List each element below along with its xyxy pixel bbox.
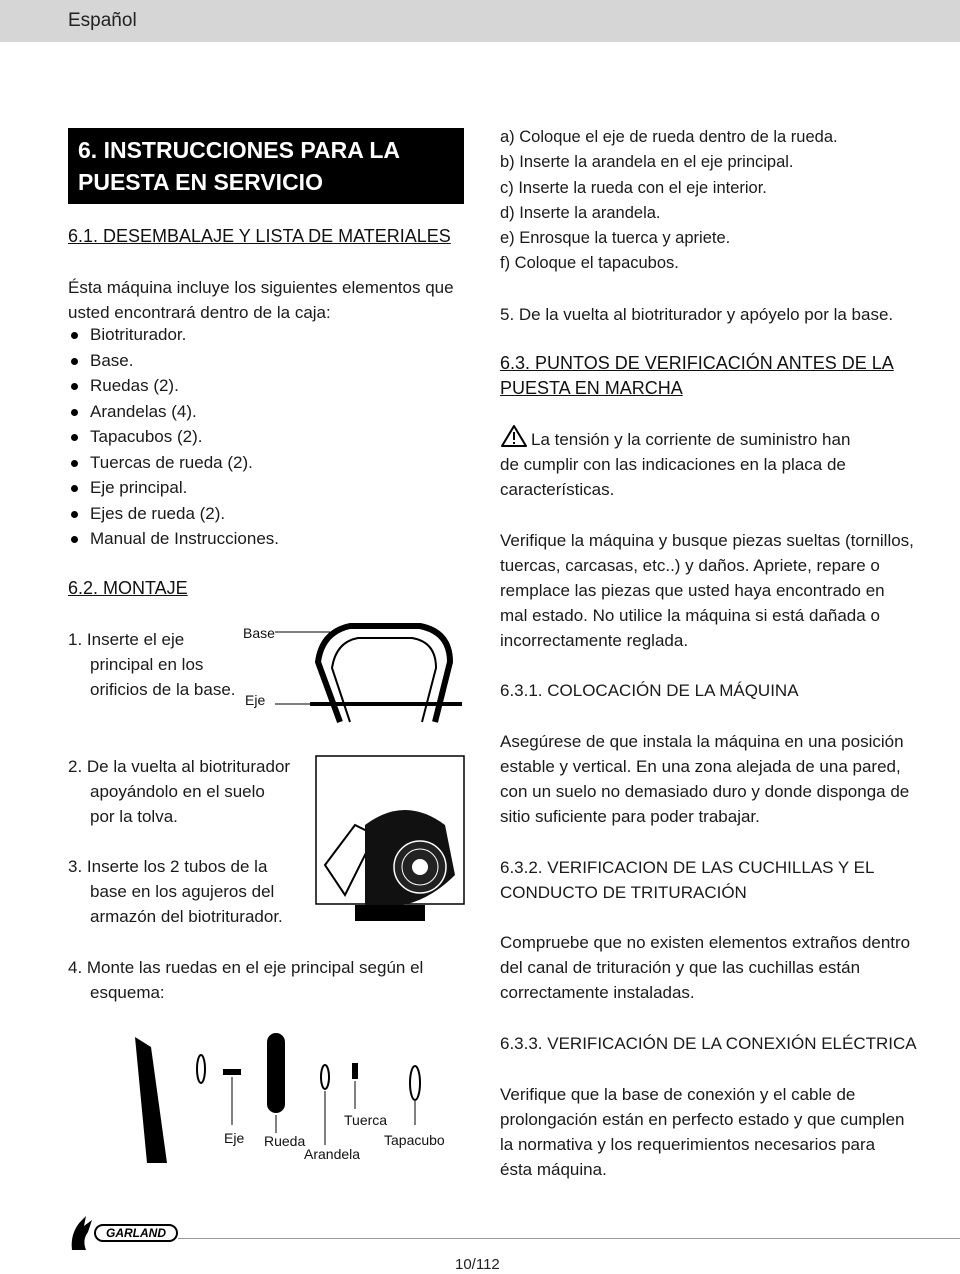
shredder-upside-down-illustration [315,755,465,925]
warning-line-3: características. [500,480,615,499]
s631-line: Asegúrese de que instala la máquina en una posición [500,732,904,751]
list-item: Tuercas de rueda (2). [68,450,448,476]
s633-line: la normativa y los requerimientos necesarios para [500,1135,876,1154]
step-3 [68,854,283,929]
step-1 [68,627,236,702]
materials-list [68,322,448,552]
list-item: Eje principal. [68,475,448,501]
s61-intro-1: Ésta máquina incluye los siguientes elementos que [68,278,454,297]
s632-line: del canal de trituración y que las cuchillas están [500,958,861,977]
fig3-label-rueda: Rueda [264,1133,306,1149]
list-item: Ejes de rueda (2). [68,501,448,527]
s632-line: Compruebe que no existen elementos extraños dentro [500,933,911,952]
page-number: 10/112 [455,1256,500,1273]
list-item: Arandelas (4). [68,399,448,425]
garland-logo-icon [68,1214,180,1254]
fig3-label-tapacubo: Tapacubo [384,1132,445,1148]
right-column [500,125,920,277]
section-title-line1: 6. INSTRUCCIONES PARA LA [78,137,401,163]
s632-line: correctamente instaladas. [500,983,695,1002]
s632-paragraph [500,930,930,1005]
s632-heading-line: 6.3.2. VERIFICACION DE LAS CUCHILLAS Y EL [500,858,875,877]
verify-line: remplace las piezas que usted haya encontrado en [500,581,885,600]
warning-triangle-icon [500,424,528,448]
s631-line: estable y vertical. En una zona alejada de una pared, [500,757,901,776]
language-header-bar [0,0,960,42]
list-item: Biotriturador. [68,322,448,348]
list-item: Ruedas (2). [68,373,448,399]
fig3-label-tuerca: Tuerca [344,1112,388,1128]
s633-heading: 6.3.3. VERIFICACIÓN DE LA CONEXIÓN ELÉCTRICA [500,1034,917,1053]
section-title-line2: PUESTA EN SERVICIO [78,169,323,195]
fig1-label-base: Base [243,625,275,641]
verify-line: Verifique la máquina y busque piezas sueltas (tornillos, [500,531,914,550]
s63-heading-2: PUESTA EN MARCHA [500,378,683,398]
section-title [68,128,464,204]
step-3-line: 3. Inserte los 2 tubos de la [68,857,268,876]
list-item: Base. [68,348,448,374]
step-4-line: esquema: [90,983,165,1002]
s633-line: ésta máquina. [500,1160,607,1179]
s631-line: sitio suficiente para poder trabajar. [500,807,760,826]
base-frame-illustration [270,612,470,732]
brand-name: GARLAND [106,1226,166,1240]
footer-divider [178,1238,960,1239]
step-2-line: 2. De la vuelta al biotriturador [68,757,291,776]
step-2-line: apoyándolo en el suelo [90,782,265,801]
s631-line: con un suelo no demasiado duro y donde disponga de [500,782,910,801]
s632-heading-line: CONDUCTO DE TRITURACIÓN [500,883,747,902]
step-1-line: orificios de la base. [90,680,236,699]
step-5: 5. De la vuelta al biotriturador y apóyelo por la base. [500,305,894,324]
s63-heading-1: 6.3. PUNTOS DE VERIFICACIÓN ANTES DE LA [500,353,894,373]
fig3-label-arandela: Arandela [304,1146,361,1162]
s632-heading [500,855,930,905]
step-2 [68,754,290,829]
s631-paragraph [500,729,930,829]
fig1-label-eje: Eje [245,692,266,708]
substep: a) Coloque el eje de rueda dentro de la rueda. [500,128,838,146]
language-label: Español [68,10,137,31]
substep: f) Coloque el tapacubos. [500,254,679,273]
s633-paragraph [500,1082,930,1182]
verify-line: incorrectamente reglada. [500,631,689,650]
substep: d) Inserte la arandela. [500,203,661,222]
step-3-line: base en los agujeros del [90,882,275,901]
substep: b) Inserte la arandela en el eje principal. [500,153,794,172]
s633-line: Verifique que la base de conexión y el cable de [500,1085,856,1104]
verify-paragraph [500,528,930,653]
fig3-label-eje: Eje [224,1130,245,1146]
s62-heading: 6.2. MONTAJE [68,578,188,598]
step-1-line: 1. Inserte el eje [68,630,185,649]
verify-line: mal estado. No utilice la máquina si está dañada o [500,606,880,625]
s61-intro-2: usted encontrará dentro de la caja: [68,303,331,322]
s61-heading: 6.1. DESEMBALAJE Y LISTA DE MATERIALES [68,226,451,246]
step-4 [68,955,423,1005]
left-column [68,128,468,204]
s631-heading: 6.3.1. COLOCACIÓN DE LA MÁQUINA [500,681,799,700]
step-3-line: armazón del biotriturador. [90,907,283,926]
substep: e) Enrosque la tuerca y apriete. [500,229,731,248]
s633-line: prolongación están en perfecto estado y que cumplen [500,1110,905,1129]
step-4-line: 4. Monte las ruedas en el eje principal según el [68,958,424,977]
step-1-line: principal en los [90,655,204,674]
warning-line-1: La tensión y la corriente de suministro han [531,430,851,449]
warning-line-2: de cumplir con las indicaciones en la placa de [500,455,846,474]
step-2-line: por la tolva. [90,807,178,826]
list-item: Manual de Instrucciones. [68,526,448,552]
verify-line: tuercas, carcasas, etc..) y daños. Apriete, repare o [500,556,880,575]
list-item: Tapacubos (2). [68,424,448,450]
substep: c) Inserte la rueda con el eje interior. [500,178,767,197]
